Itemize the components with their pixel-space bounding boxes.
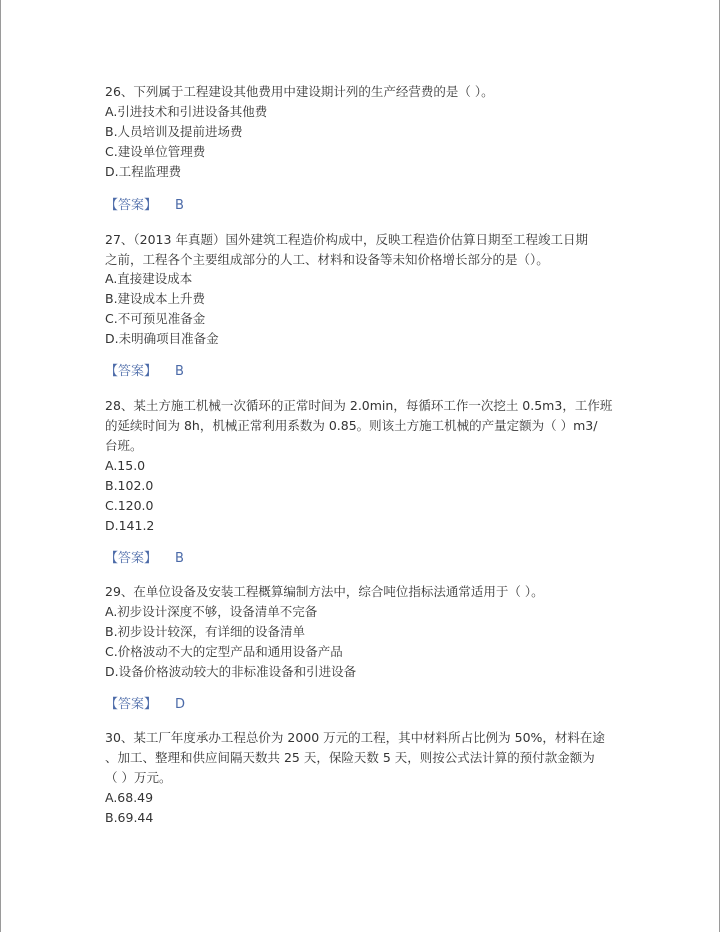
question-28-option-b: B.102.0 (105, 478, 154, 493)
answer-label: 【答案】 (105, 198, 158, 213)
question-27-text-line-2: 之前，工程各个主要组成部分的人工、材料和设备等未知价格增长部分的是（）。 (105, 252, 549, 267)
question-26-option-b: B.人员培训及提前进场费 (105, 124, 243, 139)
question-30-text-line-2: 、加工、整理和供应间隔天数共 25 天，保险天数 5 天，则按公式法计算的预付款金额为 (105, 750, 595, 765)
answer-value: B (175, 364, 184, 379)
answer-label: 【答案】 (105, 697, 158, 712)
question-27-option-d: D.未明确项目准备金 (105, 331, 219, 346)
question-28-text-line-3: 台班。 (105, 438, 143, 453)
question-28-answer (105, 551, 184, 567)
answer-label: 【答案】 (105, 551, 158, 566)
answer-value: B (175, 198, 184, 213)
question-29-option-a: A.初步设计深度不够，设备清单不完备 (105, 604, 318, 619)
question-28-text-line-1: 28、某土方施工机械一次循环的正常时间为 2.0min，每循环工作一次挖土 0.5m3，工作班 (105, 398, 613, 413)
question-26-answer (105, 198, 184, 214)
question-29-text: 29、在单位设备及安装工程概算编制方法中，综合吨位指标法通常适用于（ ）。 (105, 584, 544, 599)
question-29-option-c: C.价格波动不大的定型产品和通用设备产品 (105, 644, 343, 659)
question-26-option-c: C.建设单位管理费 (105, 144, 206, 159)
question-27-text-line-1: 27、（2013 年真题）国外建筑工程造价构成中，反映工程造价估算日期至工程竣工日期 (105, 232, 588, 247)
question-28-option-a: A.15.0 (105, 458, 146, 473)
answer-value: D (175, 697, 186, 712)
question-27-option-c: C.不可预见准备金 (105, 311, 206, 326)
answer-value: B (175, 551, 184, 566)
question-29-option-b: B.初步设计较深，有详细的设备清单 (105, 624, 306, 639)
question-28-option-d: D.141.2 (105, 518, 155, 533)
question-29-option-d: D.设备价格波动较大的非标准设备和引进设备 (105, 664, 357, 679)
question-30-text-line-3: （ ）万元。 (105, 770, 172, 785)
question-28-option-c: C.120.0 (105, 498, 154, 513)
question-30-option-b: B.69.44 (105, 810, 154, 825)
question-30-option-a: A.68.49 (105, 790, 154, 805)
answer-label: 【答案】 (105, 364, 158, 379)
question-30-text-line-1: 30、某工厂年度承办工程总价为 2000 万元的工程，其中材料所占比例为 50%，材料在途 (105, 730, 605, 745)
question-27-option-b: B.建设成本上升费 (105, 291, 206, 306)
question-26-option-a: A.引进技术和引进设备其他费 (105, 104, 268, 119)
question-29-answer (105, 697, 185, 713)
question-26-text: 26、下列属于工程建设其他费用中建设期计列的生产经营费的是（ ）。 (105, 84, 494, 99)
question-28-text-line-2: 的延续时间为 8h，机械正常利用系数为 0.85。则该土方施工机械的产量定额为（ ）m3/ (105, 418, 598, 433)
question-26-option-d: D.工程监理费 (105, 164, 182, 179)
question-27-answer (105, 364, 184, 380)
question-27-option-a: A.直接建设成本 (105, 271, 193, 286)
